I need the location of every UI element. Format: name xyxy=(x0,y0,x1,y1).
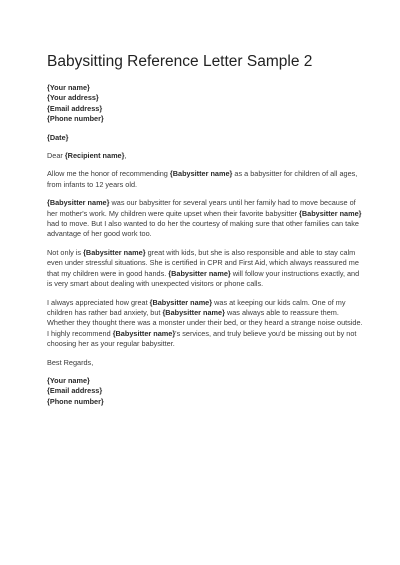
body-paragraph-2 xyxy=(47,198,365,240)
sender-address: {Your address} xyxy=(47,93,99,103)
paragraph-text: as a babysitter for children of all ages, from infants to 12 years old. xyxy=(47,169,358,189)
paragraph-text: Allow me the honor of recommending xyxy=(47,169,170,179)
letter-page xyxy=(47,52,365,415)
placeholder-field: {Babysitter name} xyxy=(168,268,231,278)
salutation xyxy=(47,151,365,161)
body-paragraph-1 xyxy=(47,169,365,190)
placeholder-field: {Babysitter name} xyxy=(83,247,146,257)
sender-phone: {Phone number} xyxy=(47,114,104,124)
paragraph-text: will follow your instructions exactly, and is very smart about dealing with unexpected visitors or phone calls. xyxy=(47,268,360,289)
sender-name: {Your name} xyxy=(47,83,90,92)
paragraph-text: was at keeping our kids calm. One of my children has rather bad anxiety, but xyxy=(47,297,346,317)
body-paragraph-3 xyxy=(47,248,365,290)
placeholder-field: {Babysitter name} xyxy=(47,198,110,208)
paragraph-text: was always able to reassure them. Whether they thought there was a monster under their bed, or they heard a strange noise outside. I highly recommend xyxy=(47,307,363,338)
recipient-name: {Recipient name} xyxy=(64,151,125,161)
placeholder-field: {Babysitter name} xyxy=(112,328,176,338)
sender-email: {Email address} xyxy=(47,103,103,113)
salutation-greeting: Dear xyxy=(47,151,65,161)
paragraph-text: 's services, and truly believe you'd be missing out by not choosing her as your regular babysitter. xyxy=(47,328,357,349)
letter-date: {Date} xyxy=(47,132,69,142)
body-paragraph-4 xyxy=(47,298,365,350)
signature-block xyxy=(47,376,365,407)
paragraph-text: Not only is xyxy=(47,247,84,257)
date-block xyxy=(47,133,365,143)
closing: Best Regards, xyxy=(47,357,94,367)
placeholder-field: {Babysitter name} xyxy=(169,169,233,179)
paragraph-text: great with kids, but she is also responsible and able to stay calm even under stressful situations. She is certified in CPR and First Aid, which always reassured me that my children were in good hands. xyxy=(47,247,359,278)
paragraph-text: I always appreciated how great xyxy=(47,297,150,307)
signature-phone: {Phone number} xyxy=(47,396,104,406)
paragraph-text: had to move. But I also wanted to do her the courtesy of making sure that other families can take advantage of her good work too. xyxy=(47,219,359,239)
signature-email: {Email address} xyxy=(47,386,103,396)
page-title: Babysitting Reference Letter Sample 2 xyxy=(47,53,313,70)
signature-name: {Your name} xyxy=(47,375,90,385)
placeholder-field: {Babysitter name} xyxy=(162,307,225,317)
sender-block xyxy=(47,83,365,125)
placeholder-field: {Babysitter name} xyxy=(299,208,362,218)
salutation-comma: , xyxy=(124,151,127,161)
paragraph-text: was our babysitter for several years until her family had to move because of her mother's work. My children were quite upset when their favorite babysitter xyxy=(47,198,356,218)
placeholder-field: {Babysitter name} xyxy=(149,297,213,307)
